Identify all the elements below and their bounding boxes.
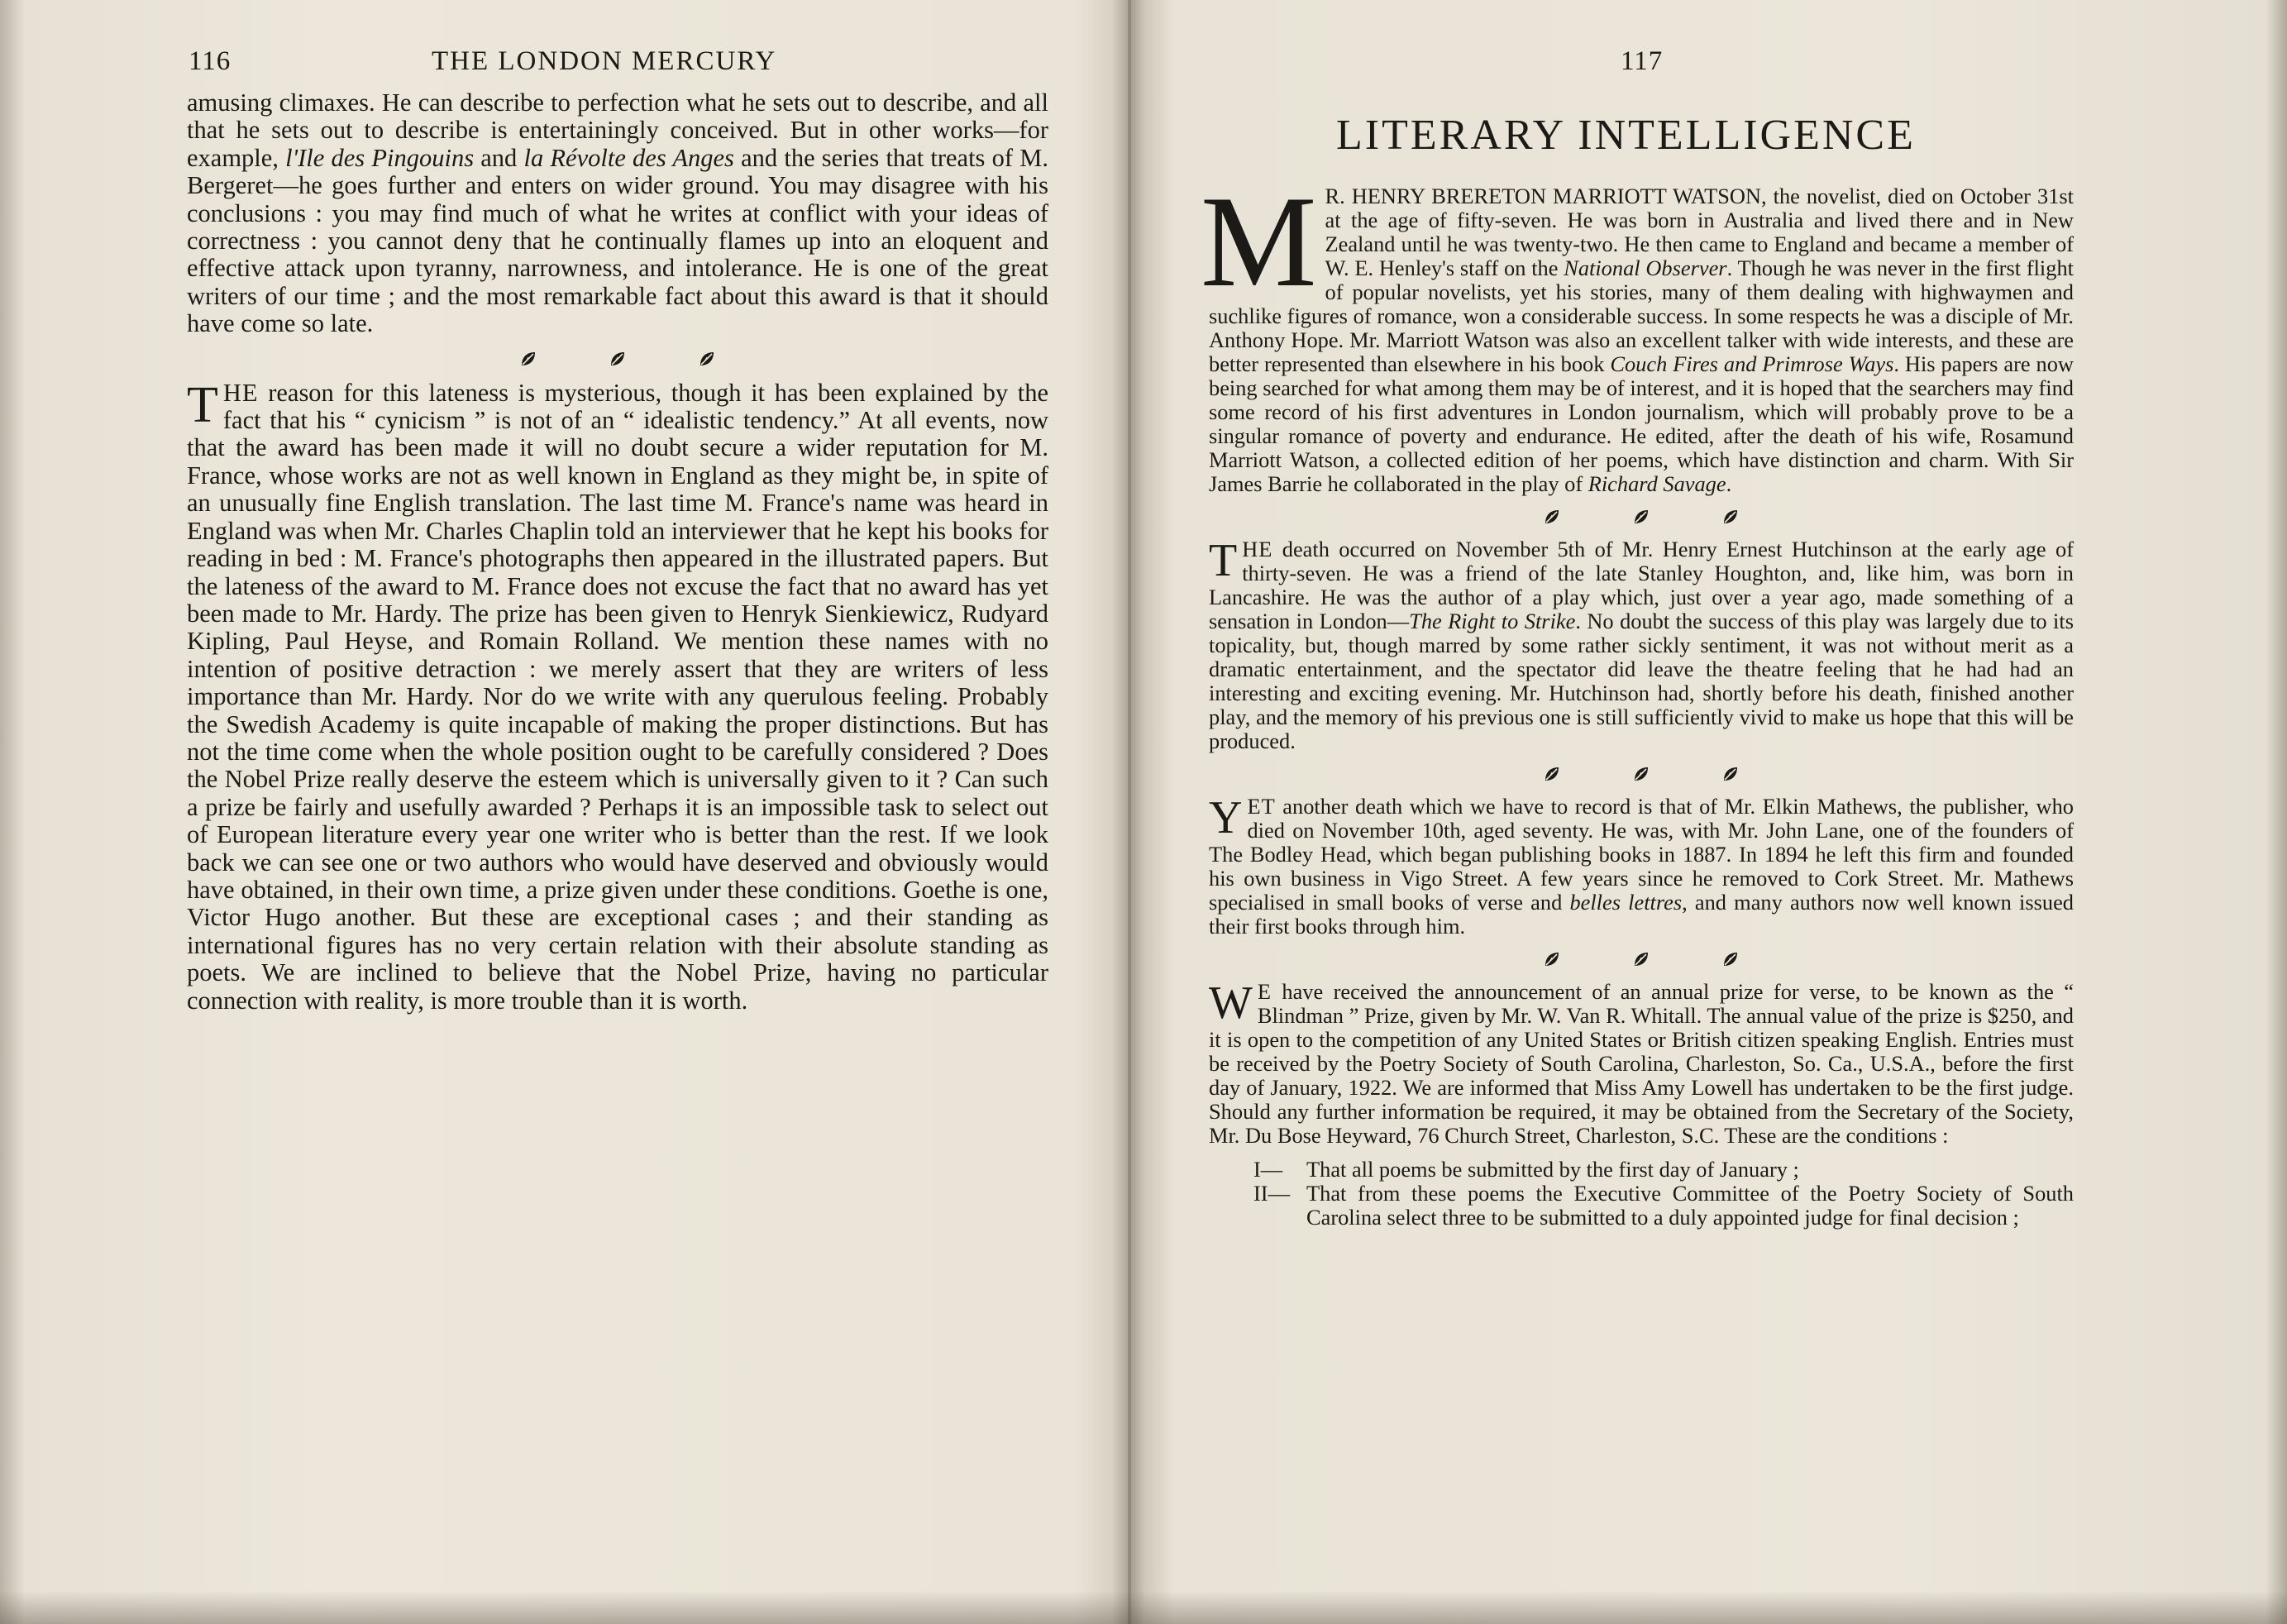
opening-word: HE [1242, 537, 1273, 561]
left-column [187, 89, 1048, 1015]
condition-number: I— [1253, 1157, 1283, 1182]
item-hutchinson [1209, 537, 2074, 753]
opening-word: ET [1247, 794, 1276, 819]
item-body: R. HENRY BRERETON MARRIOTT WATSON, the novelist, died on October 31st at the age of fifty-seven. He was born in Australia and lived there and in New Zealand until he was twenty-two. He then came to England and became a member of W. E. Henley's staff on the National Observer. Though he was never in the first flight of popular novelists, yet his stories, many of them dealing with highwaymen and suchlike figures of romance, won a considerable success. In some respects he was a disciple of Mr. Anthony Hope. Mr. Marriott Watson was also an excellent talker with wide interests, and these are better represented than elsewhere in his book Couch Fires and Primrose Ways. His papers are now being searched for what among them may be of interest, and it is hoped that the searchers may find some record of his first adventures in London journalism, which will probably prove to be a singular romance of poverty and endurance. He edited, after the death of his wife, Rosamund Marriott Watson, a collected edition of her poems, which have distinction and charm. With Sir James Barrie he collaborated in the play of Richard Savage. [1209, 184, 2074, 496]
item-body: have received the announcement of an annual prize for verse, to be known as the “ Blindman ” Prize, given by Mr. W. Van R. Whitall. The annual value of the prize is $250, and it is open to the competition of any United States or British citizen speaking English. Entries must be received by the Poetry Society of South Carolina, Charleston, So. Ca., U.S.A., before the first day of January, 1922. We are informed that Miss Amy Lowell has undertaken to be the first judge. Should any further information be required, it may be obtained from the Secretary of the Society, Mr. Du Bose Heyward, 76 Church Street, Charleston, S.C. These are the conditions : [1209, 979, 2074, 1148]
ornament-divider [1209, 496, 2074, 537]
opening-word: HE [222, 378, 259, 407]
item-marriott-watson [1201, 170, 2074, 496]
leaf-fleuron-icon [519, 350, 537, 368]
book-gutter [1128, 0, 1131, 1624]
leaf-fleuron-icon [609, 350, 627, 368]
page-edge-shadow [0, 1591, 2287, 1624]
condition-text: That all poems be submitted by the first day of January ; [1306, 1157, 1799, 1182]
leaf-fleuron-icon [1632, 765, 1650, 783]
ornament-divider [1209, 939, 2074, 980]
italic-title: l'Ile des Pingouins [285, 143, 475, 172]
drop-cap: Y [1209, 792, 1243, 843]
leaf-fleuron-icon [698, 350, 716, 368]
leaf-fleuron-icon [1721, 508, 1740, 526]
running-title: THE LONDON MERCURY [432, 46, 777, 76]
leaf-fleuron-icon [1543, 508, 1561, 526]
italic-title: Richard Savage [1588, 471, 1726, 496]
drop-cap: T [1209, 535, 1238, 586]
condition-text: That from these poems the Executive Committee of the Poetry Society of South Carolina select three to be submitted to a duly appointed judge for final decision ; [1306, 1181, 2074, 1230]
italic-title: National Observer [1564, 256, 1727, 280]
right-column [1201, 170, 2074, 1230]
item-blindman-prize [1209, 977, 2074, 1148]
item-elkin-mathews [1209, 792, 2074, 939]
item-body: another death which we have to record is that of Mr. Elkin Mathews, the publisher, who died on November 10th, aged seventy. He was, with Mr. John Lane, one of the founders of The Bodley Head, which began publishing books in 1887. In 1894 he left this firm and founded his own business in Vigo Street. A few years since he removed to Cork Street. Mr. Mathews specialised in small books of verse and belles lettres, and many authors now well known issued their first books through him. [1209, 794, 2074, 939]
drop-cap: W [1209, 977, 1253, 1029]
condition-number: II— [1253, 1181, 1290, 1206]
drop-cap: T [187, 376, 218, 433]
ornament-divider [187, 338, 1048, 380]
italic-title: The Right to Strike [1409, 609, 1576, 633]
italic-title: belles lettres [1569, 890, 1683, 915]
condition-item [1209, 1182, 2074, 1230]
paragraph-body: reason for this lateness is mysterious, though it has been explained by the fact that his “ cynicism ” is not of an “ idealistic tendency.” At all events, now that the award has been made it will no doubt secure a wider reputation for M. France, whose works are not as well known in England as they might be, in spite of an unusually fine English translation. The last time M. France's name was heard in England was when Mr. Charles Chaplin told an interviewer that he kept his books for reading in bed : M. France's photographs then appeared in the illustrated papers. But the lateness of the award to M. France does not excuse the fact that no award has yet been made to Mr. Hardy. The prize has been given to Henryk Sienkiewicz, Rudyard Kipling, Paul Heyse, and Romain Rolland. We mention these names with no intention of positive detraction : we merely assert that they are writers of less importance than Mr. Hardy. Nor do we write with any querulous feeling. Probably the Swedish Academy is quite incapable of making the proper distinctions. But has not the time come when the whole position ought to be carefully considered ? Does the Nobel Prize really deserve the esteem which is universally given to it ? Can such a prize be fairly and usefully awarded ? Perhaps it is an impossible task to select out of European literature every year one writer who is better than the rest. If we look back we can see one or two authors who would have deserved and obviously would have obtained, in their own time, a prize given under these conditions. Goethe is one, Victor Hugo another. But these are exceptional cases ; and their standing as international figures has no very certain relation with their absolute standing as poets. We are inclined to believe that the Nobel Prize, having no particular connection with reality, is more trouble than it is worth. [187, 378, 1048, 1015]
folio-left: 116 [189, 46, 232, 76]
leaf-fleuron-icon [1543, 765, 1561, 783]
conditions-list [1209, 1158, 2074, 1230]
leaf-fleuron-icon [1632, 950, 1650, 968]
leaf-fleuron-icon [1543, 950, 1561, 968]
drop-cap: M [1201, 170, 1317, 314]
leaf-fleuron-icon [1721, 765, 1740, 783]
italic-title: Couch Fires and Primrose Ways [1610, 351, 1894, 376]
italic-title: la Révolte des Anges [523, 143, 734, 172]
leaf-fleuron-icon [1632, 508, 1650, 526]
opening-word: E [1257, 979, 1272, 1004]
section-heading: LITERARY INTELLIGENCE [1336, 112, 1916, 159]
condition-item [1209, 1158, 2074, 1182]
leaf-fleuron-icon [1721, 950, 1740, 968]
ornament-divider [1209, 753, 2074, 795]
folio-right: 117 [1621, 46, 1664, 76]
paragraph-lateness [187, 376, 1048, 1015]
paragraph-intro: amusing climaxes. He can describe to perfection what he sets out to describe, and all that he sets out to describe is entertainingly conceived. But in other works—for example, l'Ile des Pingouins and la Révolte des Anges and the series that treats of M. Bergeret—he goes further and enters on wider ground. You may disagree with his conclusions : you may find much of what he writes at conflict with your ideas of correctness : you cannot deny that he continually flames up into an eloquent and effective attack upon tyranny, narrowness, and intolerance. He is one of the great writers of our time ; and the most remarkable fact about this award is that it should have come so late. [187, 88, 1048, 338]
item-body: death occurred on November 5th of Mr. Henry Ernest Hutchinson at the early age of thirty-seven. He was a friend of the late Stanley Houghton, and, like him, was born in Lancashire. He was the author of a play which, just over a year ago, made something of a sensation in London—The Right to Strike. No doubt the success of this play was largely due to its topicality, but, though marred by some rather sickly sentiment, it was not without merit as a dramatic entertainment, and the spectator did leave the theatre feeling that he had had an interesting and exciting evening. Mr. Hutchinson had, shortly before his death, finished another play, and the memory of his previous one is still sufficiently vivid to make us hope that this will be produced. [1209, 537, 2074, 753]
